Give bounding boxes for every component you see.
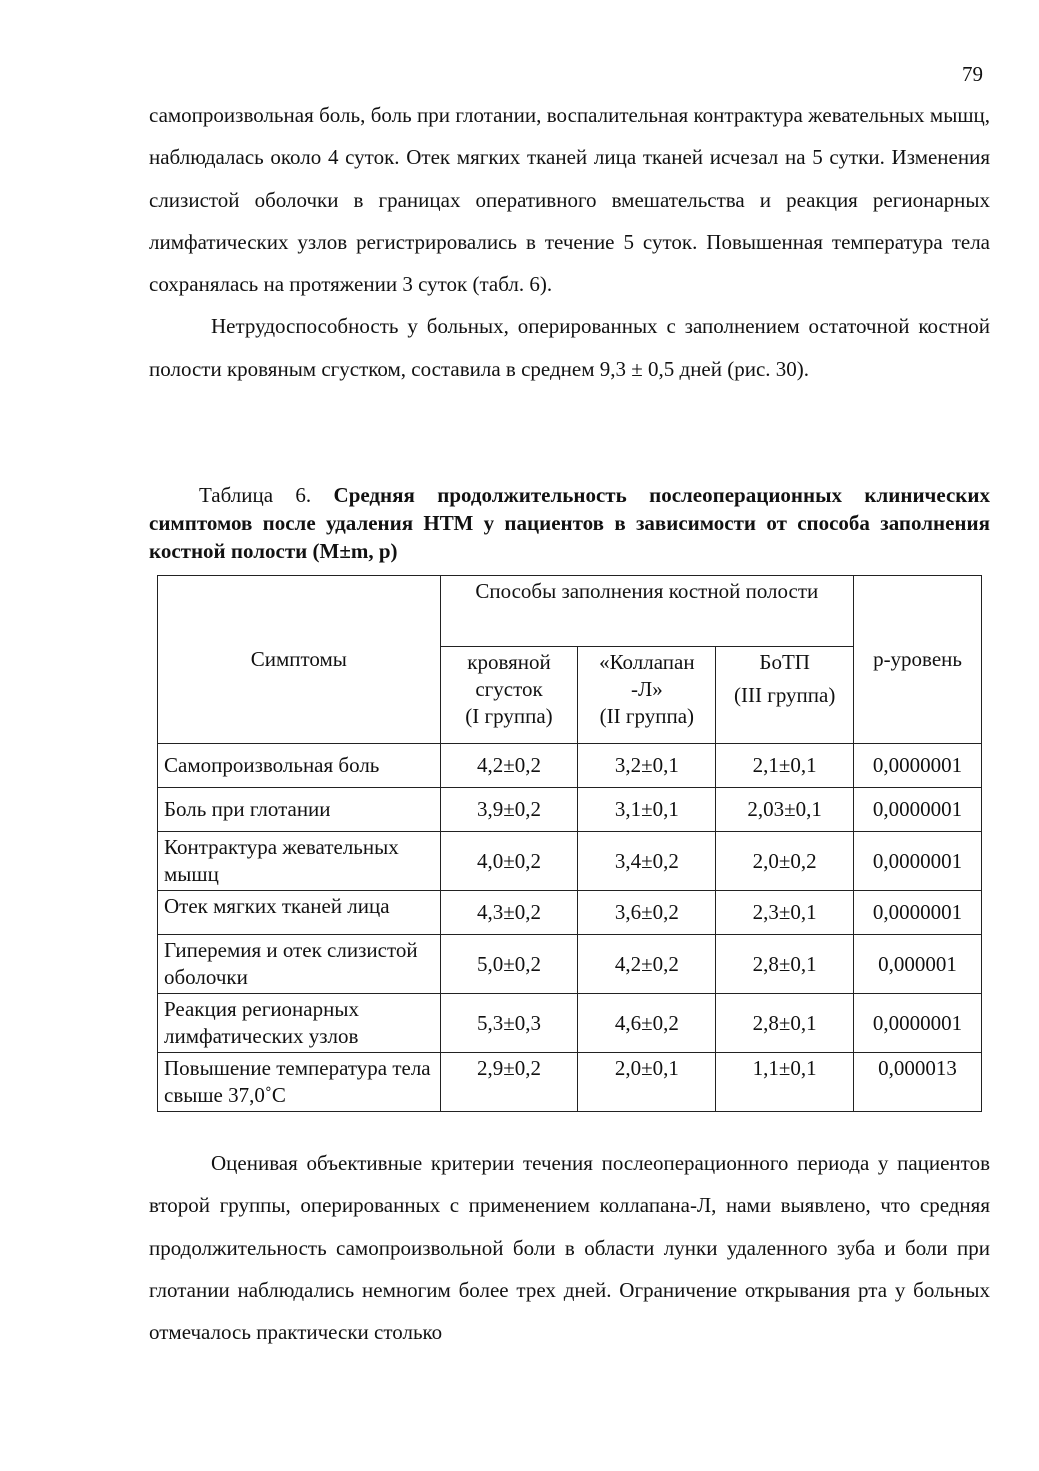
value-cell: 3,4±0,2	[578, 832, 716, 891]
p-value-cell: 0,000001	[854, 935, 982, 994]
p-value-cell: 0,0000001	[854, 788, 982, 832]
table-row	[158, 994, 982, 1053]
value-cell: 2,9±0,2	[440, 1053, 578, 1112]
header-group-3	[716, 647, 854, 744]
symptoms-table	[157, 575, 982, 1112]
subcol-name: «Коллапан -Л»	[599, 650, 695, 701]
value-cell: 3,1±0,1	[578, 788, 716, 832]
symptom-cell: Повышение температура тела свыше 37,0˚С	[158, 1053, 441, 1112]
paragraph: самопроизвольная боль, боль при глотании, воспалительная контрактура жевательных мышц, наблюдалась около 4 суток. Отек мягких тканей лица тканей исчезал на 5 сутки. Изменения слизистой оболочки в границах оперативного вмешательства и реакция регионарных лимфатических узлов регистрировались в течение 5 суток. Повышенная температура тела сохранялась на протяжении 3 суток (табл. 6).	[149, 103, 990, 297]
value-cell: 5,0±0,2	[440, 935, 578, 994]
subcol-group: (III группа)	[733, 683, 836, 707]
value-cell: 4,2±0,2	[440, 744, 578, 788]
p-value-cell: 0,0000001	[854, 744, 982, 788]
table-label: Таблица 6.	[199, 483, 312, 507]
value-cell: 5,3±0,3	[440, 994, 578, 1053]
table-row	[158, 1053, 982, 1112]
value-cell: 2,1±0,1	[716, 744, 854, 788]
p-value-cell: 0,0000001	[854, 891, 982, 935]
body-text-top	[149, 94, 990, 390]
body-text-bottom	[149, 1142, 990, 1353]
symptom-cell: Отек мягких тканей лица	[158, 891, 441, 935]
p-value-cell: 0,0000001	[854, 832, 982, 891]
subcol-name: кровяной сгусток	[467, 650, 551, 701]
subcol-name: БоТП	[759, 650, 810, 674]
subcol-group: (II группа)	[599, 704, 695, 728]
symptom-cell: Боль при глотании	[158, 788, 441, 832]
table-title: Средняя продолжительность послеоперационных клинических симптомов после удаления НТМ у пациентов в зависимости от способа заполнения костной полости (M±m, p)	[149, 483, 990, 563]
table-row	[158, 788, 982, 832]
table-row	[158, 744, 982, 788]
value-cell: 2,0±0,1	[578, 1053, 716, 1112]
symptom-cell: Контрактура жевательных мышц	[158, 832, 441, 891]
value-cell: 4,6±0,2	[578, 994, 716, 1053]
value-cell: 2,0±0,2	[716, 832, 854, 891]
p-value-cell: 0,000013	[854, 1053, 982, 1112]
page-number: 79	[962, 62, 983, 86]
value-cell: 2,8±0,1	[716, 994, 854, 1053]
table-row	[158, 832, 982, 891]
subcol-group: (I группа)	[465, 704, 553, 728]
value-cell: 1,1±0,1	[716, 1053, 854, 1112]
value-cell: 4,2±0,2	[578, 935, 716, 994]
header-group-1	[440, 647, 578, 744]
value-cell: 3,9±0,2	[440, 788, 578, 832]
header-group-2	[578, 647, 716, 744]
value-cell: 3,6±0,2	[578, 891, 716, 935]
value-cell: 4,0±0,2	[440, 832, 578, 891]
header-symptoms: Симптомы	[158, 576, 441, 744]
value-cell: 3,2±0,1	[578, 744, 716, 788]
table-row	[158, 891, 982, 935]
value-cell: 4,3±0,2	[440, 891, 578, 935]
value-cell: 2,03±0,1	[716, 788, 854, 832]
table-caption	[149, 481, 990, 565]
header-p-level: p-уровень	[854, 576, 982, 744]
symptom-cell: Реакция регионарных лимфатических узлов	[158, 994, 441, 1053]
value-cell: 2,8±0,1	[716, 935, 854, 994]
header-fill-methods: Способы заполнения костной полости	[440, 576, 853, 647]
paragraph: Нетрудоспособность у больных, оперированных с заполнением остаточной костной полости кровяным сгустком, составила в среднем 9,3 ± 0,5 дней (рис. 30).	[149, 314, 990, 381]
p-value-cell: 0,0000001	[854, 994, 982, 1053]
paragraph: Оценивая объективные критерии течения послеоперационного периода у пациентов второй группы, оперированных с применением коллапана-Л, нами выявлено, что средняя продолжительность самопроизвольной боли в области лунки удаленного зуба и боли при глотании наблюдались немногим более трех дней. Ограничение открывания рта у больных отмечалось практически столько	[149, 1151, 990, 1345]
table-row	[158, 935, 982, 994]
value-cell: 2,3±0,1	[716, 891, 854, 935]
symptom-cell: Гиперемия и отек слизистой оболочки	[158, 935, 441, 994]
symptom-cell: Самопроизвольная боль	[158, 744, 441, 788]
